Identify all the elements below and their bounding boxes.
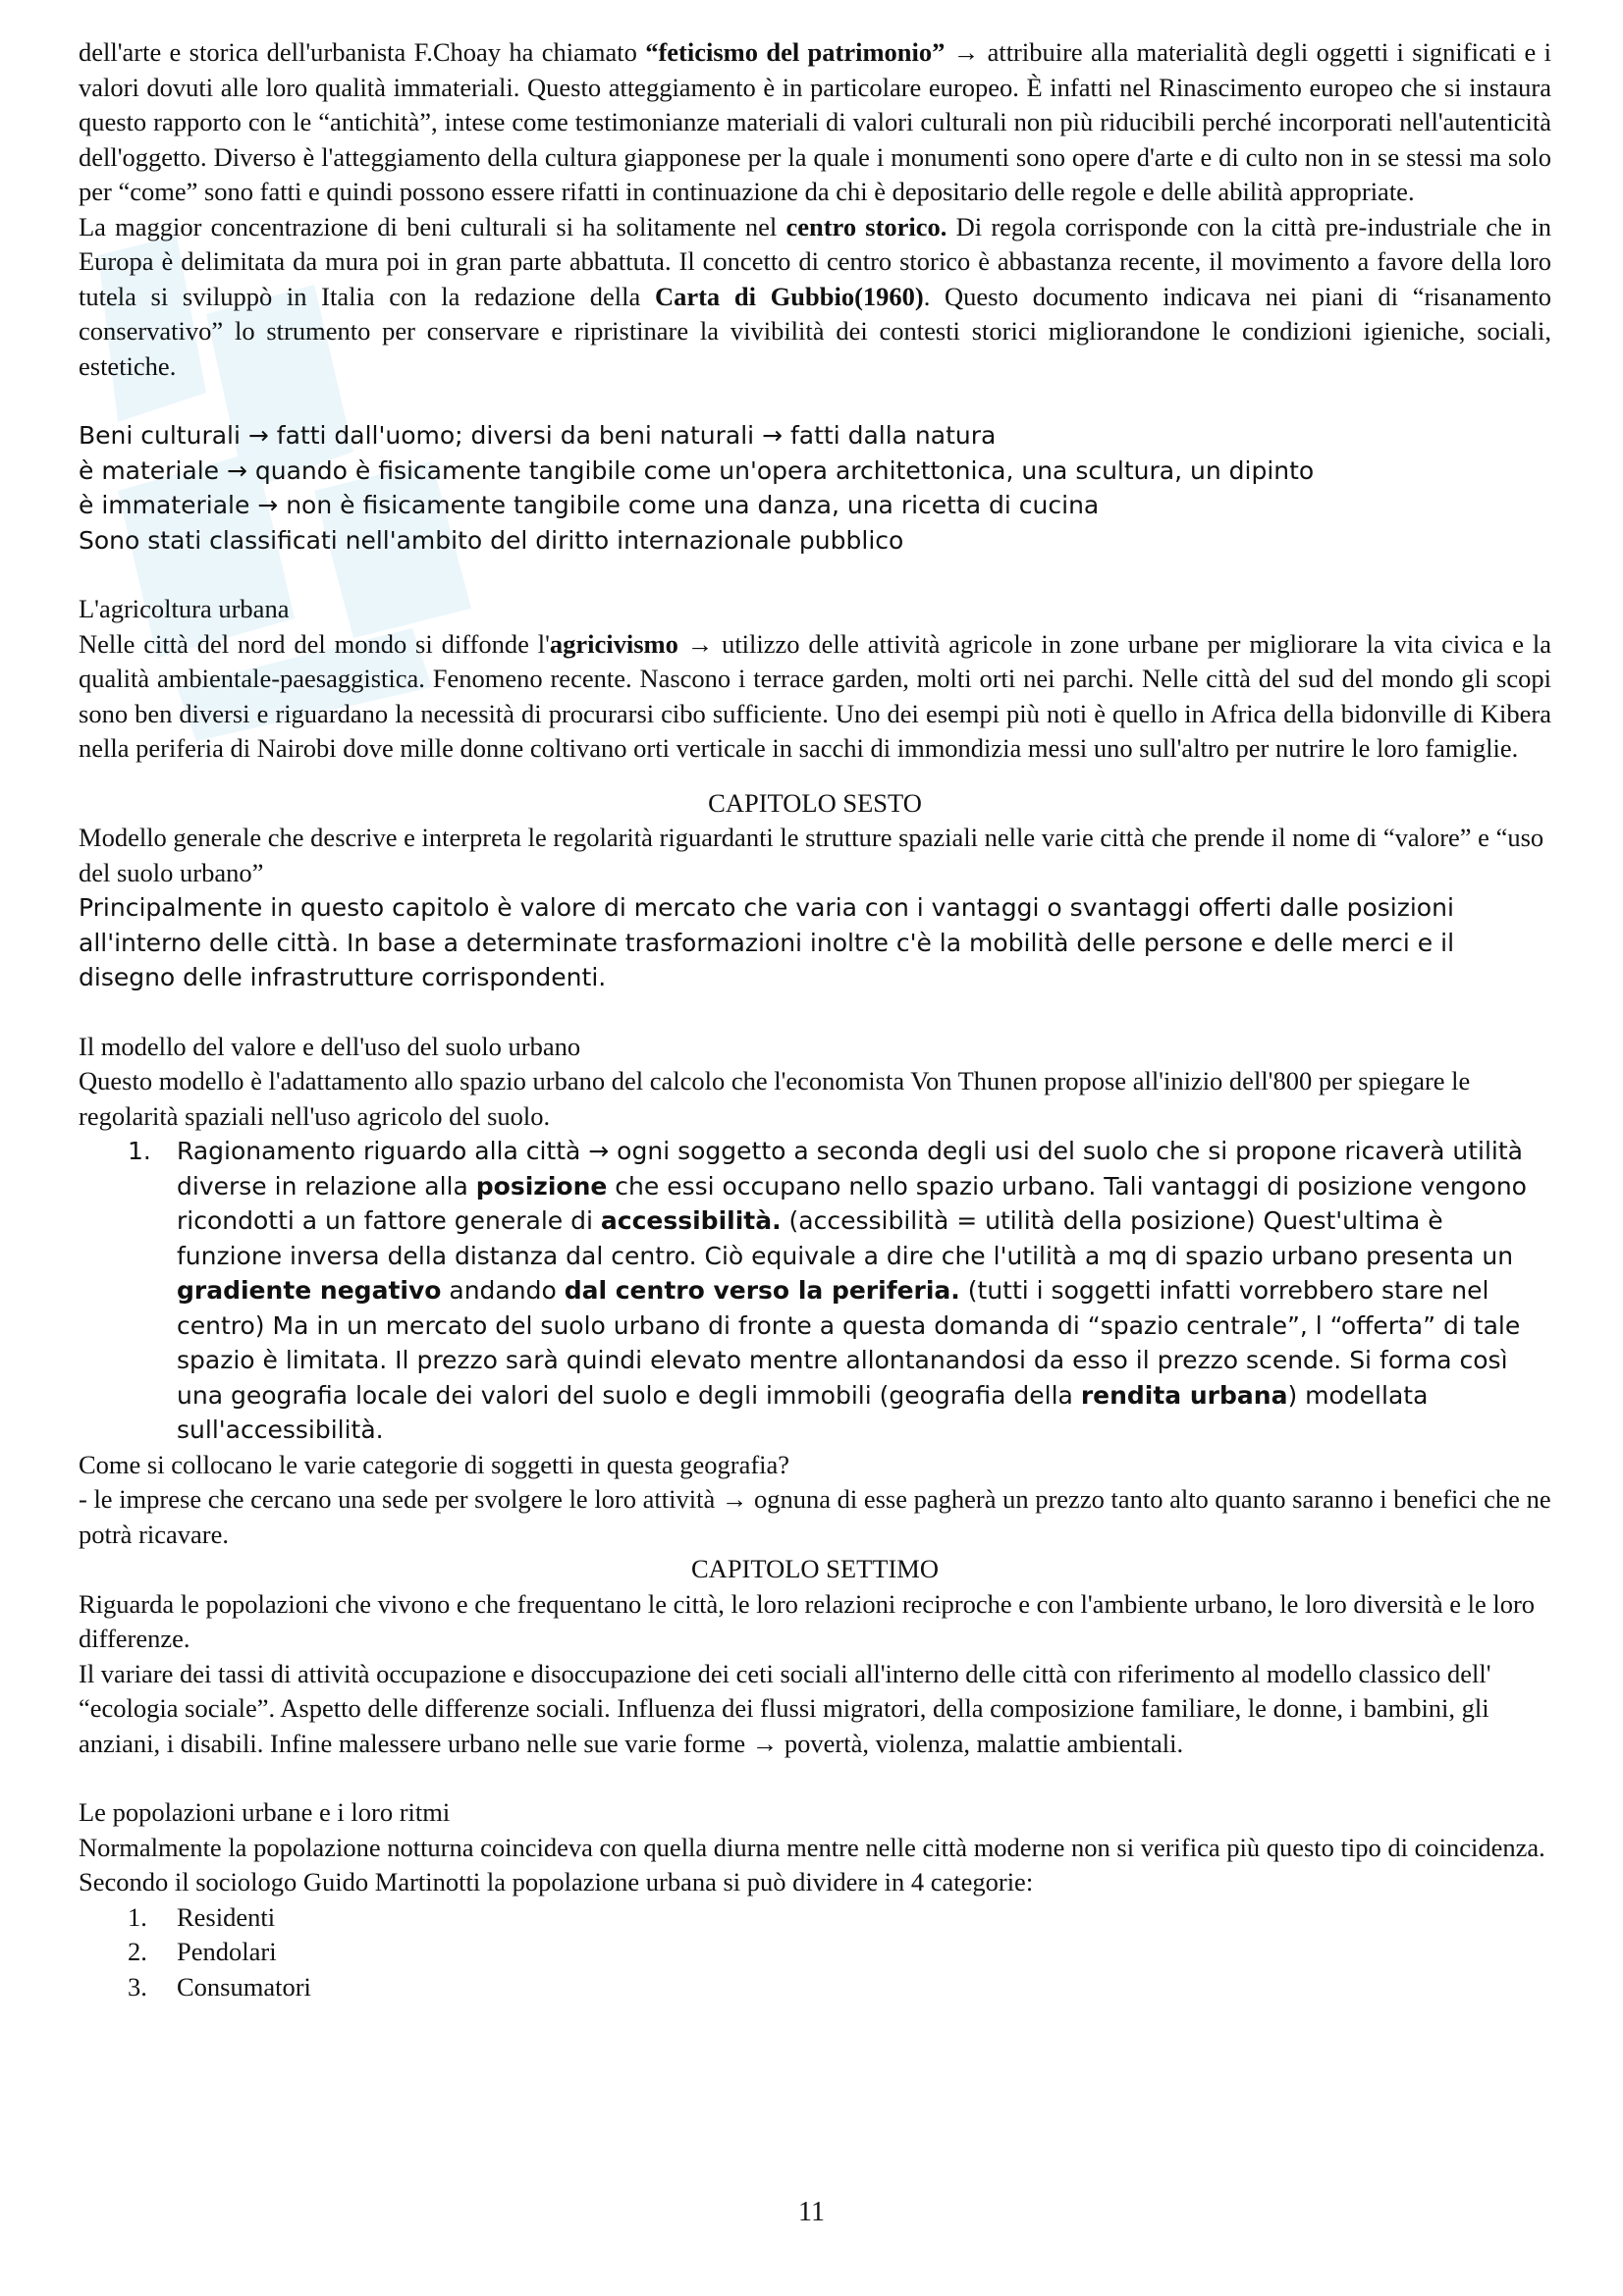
- bold-term-gradiente: gradiente negativo: [177, 1276, 442, 1305]
- document-page: [79, 35, 1551, 2004]
- text-run: ) modellata sull'accessibilità.: [177, 1380, 1429, 1444]
- category-label: Residenti: [177, 1901, 276, 1932]
- bold-term-accessibilita: accessibilità.: [600, 1206, 782, 1235]
- list-item: [79, 1134, 1551, 1448]
- list-item: [79, 1935, 1551, 1970]
- text-run: . Questo documento indicava nei piani di “risanamento conservativo” lo strumento per conservare e ripristinare la vivibilità dei contesti storici migliorandone le condizioni igieniche, sociali, estetiche.: [79, 281, 1551, 381]
- paragraph-cap7-ecologia: Il variare dei tassi di attività occupazione e disoccupazione dei ceti sociali all'interno delle città con riferimento al modello classico dell' “ecologia sociale”. Aspetto delle differenze sociali. Influenza dei flussi migratori, della composizione familiare, le donne, i bambini, gli anziani, i disabili. Infine malessere urbano nelle sue varie forme → povertà, violenza, malattie ambientali.: [79, 1658, 1491, 1758]
- list-item: [79, 1970, 1551, 2005]
- paragraph-agricivismo: [79, 627, 1551, 767]
- text-run: (tutti i soggetti infatti vorrebbero stare nel centro) Ma in un mercato del suolo urbano di fronte a questa domanda di “spazio centrale”, l “offerta” di tale spazio è limitata. Il prezzo sarà quindi elevato mentre allontanandosi da esso il prezzo scende. Si forma così una geografia locale dei valori del suolo e degli immobili (geografia della: [177, 1276, 1521, 1410]
- paragraph-cap7-intro: Riguarda le popolazioni che vivono e che frequentano le città, le loro relazioni reciproche e con l'ambiente urbano, le loro diversità e le loro differenze.: [79, 1588, 1536, 1653]
- numbered-list-categorie: [79, 1900, 1551, 2005]
- text-run: Ragionamento riguardo alla città → ogni soggetto a seconda degli usi del suolo che si propone ricaverà utilità diverse in relazione alla: [177, 1137, 1523, 1201]
- paragraph-cap6-mercato: Principalmente in questo capitolo è valore di mercato che varia con i vantaggi o svantaggi offerti dalle posizioni all'interno delle città. In base a determinate trasformazioni inoltre c'è la mobilità delle persone e delle merci e il disegno delle infrastrutture corrispondenti.: [79, 893, 1455, 991]
- chapter-title-sesto: CAPITOLO SESTO: [708, 787, 922, 818]
- bold-term-carta-gubbio: Carta di Gubbio(1960): [654, 281, 924, 311]
- chapter-title-settimo: CAPITOLO SETTIMO: [691, 1554, 939, 1583]
- beni-line: è materiale → quando è fisicamente tangibile come un'opera architettonica, una scultura, un dipinto: [79, 455, 1315, 485]
- bold-term-agricivismo: agricivismo: [549, 628, 678, 659]
- bold-term-posizione: posizione: [475, 1171, 608, 1201]
- beni-line: Sono stati classificati nell'ambito del diritto internazionale pubblico: [79, 525, 904, 555]
- paragraph-feticismo: [79, 35, 1551, 210]
- page-number: 11: [798, 2197, 825, 2227]
- text-run: Nelle città del nord del mondo si diffonde l': [79, 628, 550, 659]
- beni-culturali-block: [79, 418, 1551, 558]
- text-run: → utilizzo delle attività agricole in zone urbane per migliorare la vita civica e la qualità ambientale-paesaggistica. Fenomeno recente. Nascono i terrace garden, molti orti nei parchi. Nelle città del sud del mondo gli scopi sono ben diversi e riguardano la necessità di procurarsi cibo sufficiente. Uno dei esempi più noti è quello in Africa della bidonville di Kibera nella periferia di Nairobi dove mille donne coltivano orti verticale in sacchi di immondizia messi uno sull'altro per nutrire le loro famiglie.: [79, 628, 1551, 763]
- bold-term-rendita: rendita urbana: [1080, 1380, 1288, 1410]
- bold-term-centro-periferia: dal centro verso la periferia.: [564, 1276, 960, 1305]
- bold-term-feticismo: “feticismo del patrimonio”: [645, 37, 946, 67]
- list-item: [79, 1900, 1551, 1936]
- beni-line: Beni culturali → fatti dall'uomo; diversi da beni naturali → fatti dalla natura: [79, 421, 997, 450]
- list-number: 3.: [128, 1971, 147, 2002]
- list-number: 2.: [128, 1937, 147, 1966]
- text-run: La maggior concentrazione di beni culturali si ha solitamente nel: [79, 211, 786, 241]
- section-title-agricoltura: L'agricoltura urbana: [79, 594, 290, 623]
- category-label: Pendolari: [177, 1937, 277, 1966]
- text-run: (accessibilità = utilità della posizione) Quest'ultima è funzione inversa della distanza dal centro. Ciò equivale a dire che l'utilità a mq di spazio urbano presenta un: [177, 1206, 1514, 1270]
- list-number: 1.: [128, 1137, 151, 1165]
- text-run: dell'arte e storica dell'urbanista F.Choay ha chiamato: [79, 37, 646, 67]
- paragraph-imprese: - le imprese che cercano una sede per svolgere le loro attività → ognuna di esse pagherà un prezzo tanto alto quanto saranno i benefici che ne potrà ricavare.: [79, 1484, 1551, 1549]
- section-title-popolazioni: Le popolazioni urbane e i loro ritmi: [79, 1797, 451, 1827]
- paragraph-cap6-intro: Modello generale che descrive e interpreta le regolarità riguardanti le strutture spaziali nelle varie città che prende il nome di “valore” e “uso del suolo urbano”: [79, 823, 1544, 887]
- list-number: 1.: [128, 1901, 147, 1932]
- text-run: Di regola corrisponde con la città pre-industriale che in Europa è delimitata da mura poi in gran parte abbattuta. Il concetto di centro storico è abbastanza recente, il movimento a favore della loro tutela si sviluppò in Italia con la redazione della: [79, 211, 1551, 311]
- section-title-modello: Il modello del valore e dell'uso del suolo urbano: [79, 1031, 581, 1061]
- beni-line: è immateriale → non è fisicamente tangibile come una danza, una ricetta di cucina: [79, 491, 1100, 519]
- text-run: andando: [441, 1276, 565, 1305]
- bold-term-centro-storico: centro storico.: [785, 211, 947, 241]
- paragraph-centro-storico: [79, 210, 1551, 385]
- paragraph-martinotti: Normalmente la popolazione notturna coincideva con quella diurna mentre nelle città moderne non si verifica più questo tipo di coincidenza. Secondo il sociologo Guido Martinotti la popolazione urbana si può dividere in 4 categorie:: [79, 1832, 1545, 1896]
- text-run: → attribuire alla materialità degli oggetti i significati e i valori dovuti alle loro qualità immateriali. Questo atteggiamento è in particolare europeo. È infatti nel Rinascimento europeo che si instaura questo rapporto con le “antichità”, intese come testimonianze materiali di valori culturali non più riducibili perché incorporati nell'autenticità dell'oggetto. Diverso è l'atteggiamento della cultura giapponese per la quale i monumenti sono opere d'arte e di culto non in se stessi ma solo per “come” sono fatti e quindi possono essere rifatti in continuazione da chi è depositario delle regole e delle abilità appropriate.: [79, 37, 1551, 206]
- paragraph-von-thunen: Questo modello è l'adattamento allo spazio urbano del calcolo che l'economista Von Thunen propose all'inizio dell'800 per spiegare le regolarità spaziali nell'uso agricolo del suolo.: [79, 1066, 1471, 1131]
- category-label: Consumatori: [177, 1971, 311, 2002]
- numbered-list-ragionamento: [79, 1134, 1551, 1448]
- text-run: che essi occupano nello spazio urbano. Tali vantaggi di posizione vengono ricondotti a un fattore generale di: [177, 1171, 1527, 1235]
- paragraph-question: Come si collocano le varie categorie di soggetti in questa geografia?: [79, 1449, 790, 1479]
